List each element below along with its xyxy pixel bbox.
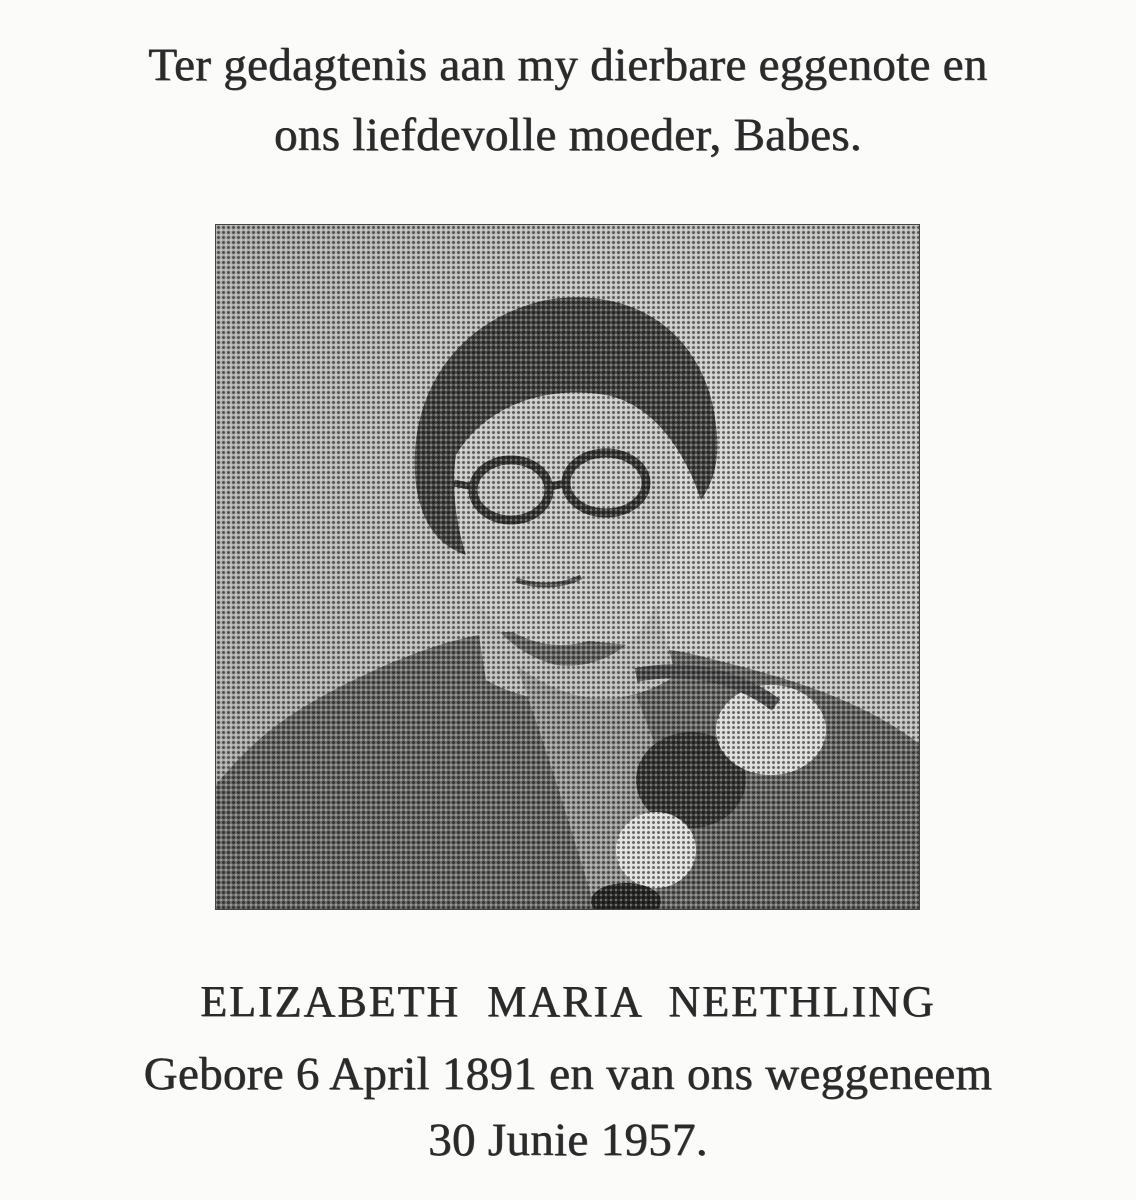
dedication-line-2: ons liefdevolle moeder, Babes. xyxy=(274,109,862,161)
dedication-line-1: Ter gedagtenis aan my dierbare eggenote en xyxy=(148,39,988,91)
life-dates-line-1: Gebore 6 April 1891 en van ons weggeneem xyxy=(143,1048,993,1100)
portrait-image xyxy=(216,225,920,910)
portrait-photo xyxy=(215,224,920,910)
life-dates-line-2: 30 Junie 1957. xyxy=(428,1114,708,1166)
deceased-name: ELIZABETH MARIA NEETHLING xyxy=(200,977,936,1026)
